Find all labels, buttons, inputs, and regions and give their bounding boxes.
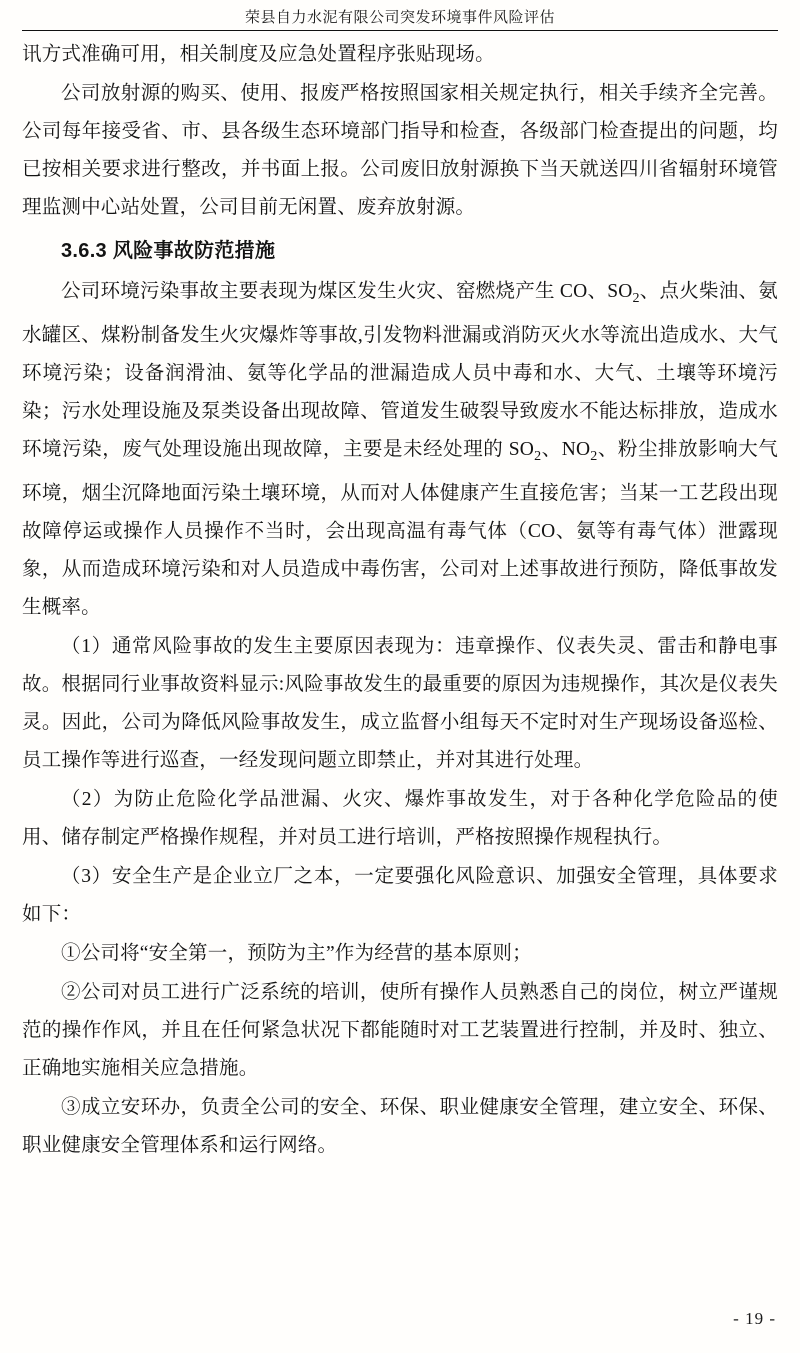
page-body: [22, 36, 778, 1166]
paragraph-continuation: 讯方式准确可用，相关制度及应急处置程序张贴现场。: [22, 44, 495, 65]
header-divider: [22, 30, 778, 31]
paragraph-sub-item-3: ③成立安环办，负责全公司的安全、环保、职业健康安全管理，建立安全、环保、职业健康安全管理体系和运行网络。: [22, 1096, 778, 1156]
paragraph-sub-item-1: ①公司将“安全第一，预防为主”作为经营的基本原则；: [61, 942, 532, 964]
paragraph-item-3: （3）安全生产是企业立厂之本，一定要强化风险意识、加强安全管理，具体要求如下：: [22, 865, 778, 925]
para2-part-c: 、NO: [541, 438, 591, 460]
para2-part-a: 公司环境污染事故主要表现为煤区发生火灾、窑燃烧产生 CO、SO: [61, 281, 633, 302]
paragraph-pollution-accidents: [22, 273, 778, 627]
para2-part-d: 、粉尘排放影响大气环境，烟尘沉降地面污染土壤环境，从而对人体健康产生直接危害；当某一工艺段出现故障停运或操作人员操作不当时，会出现高温有毒气体（CO、氨等有毒气体）泄露现象，从而造成环境污染和对人员造成中毒伤害，公司对上述事故进行预防，降低事故发生概率。: [22, 438, 779, 618]
para2-part-b: 、点火柴油、氨水罐区、煤粉制备发生火灾爆炸等事故,引发物料泄漏或消防灭火水等流出造成水、大气环境污染；设备润滑油、氨等化学品的泄漏造成人员中毒和水、大气、土壤等环境污染；污水处理设施及泵类设备出现故障、管道发生破裂导致废水不能达标排放，造成水环境污染，废气处理设施出现故障，主要是未经处理的 SO: [22, 281, 779, 460]
page-header: 荣县自力水泥有限公司突发环境事件风险评估: [244, 10, 555, 26]
page-number: - 19 -: [733, 1309, 776, 1328]
paragraph-item-1: （1）通常风险事故的发生主要原因表现为：违章操作、仪表失灵、雷击和静电事故。根据同行业事故资料显示:风险事故发生的最重要的原因为违规操作，其次是仪表失灵。因此，公司为降低风险事故发生，成立监督小组每天不定时对生产现场设备巡检、员工操作等进行巡查，一经发现问题立即禁止，并对其进行处理。: [22, 635, 778, 771]
paragraph-item-2: （2）为防止危险化学品泄漏、火灾、爆炸事故发生，对于各种化学危险品的使用、储存制定严格操作规程，并对员工进行培训，严格按照操作规程执行。: [22, 788, 778, 848]
paragraph-radiation-source: 公司放射源的购买、使用、报废严格按照国家相关规定执行，相关手续齐全完善。公司每年接受省、市、县各级生态环境部门指导和检查，各级部门检查提出的问题，均已按相关要求进行整改，并书面上报。公司废旧放射源换下当天就送四川省辐射环境管理监测中心站处置，公司目前无闲置、废弃放射源。: [22, 83, 778, 218]
paragraph-sub-item-2: ②公司对员工进行广泛系统的培训，使所有操作人员熟悉自己的岗位，树立严谨规范的操作作风，并且在任何紧急状况下都能随时对工艺装置进行控制，并及时、独立、正确地实施相关应急措施。: [22, 981, 778, 1079]
para2-subscript-3: 2: [590, 447, 598, 464]
para2-subscript-2: 2: [534, 447, 542, 464]
section-heading-3-6-3: 3.6.3 风险事故防范措施: [61, 240, 276, 262]
para2-subscript-1: 2: [632, 289, 640, 306]
